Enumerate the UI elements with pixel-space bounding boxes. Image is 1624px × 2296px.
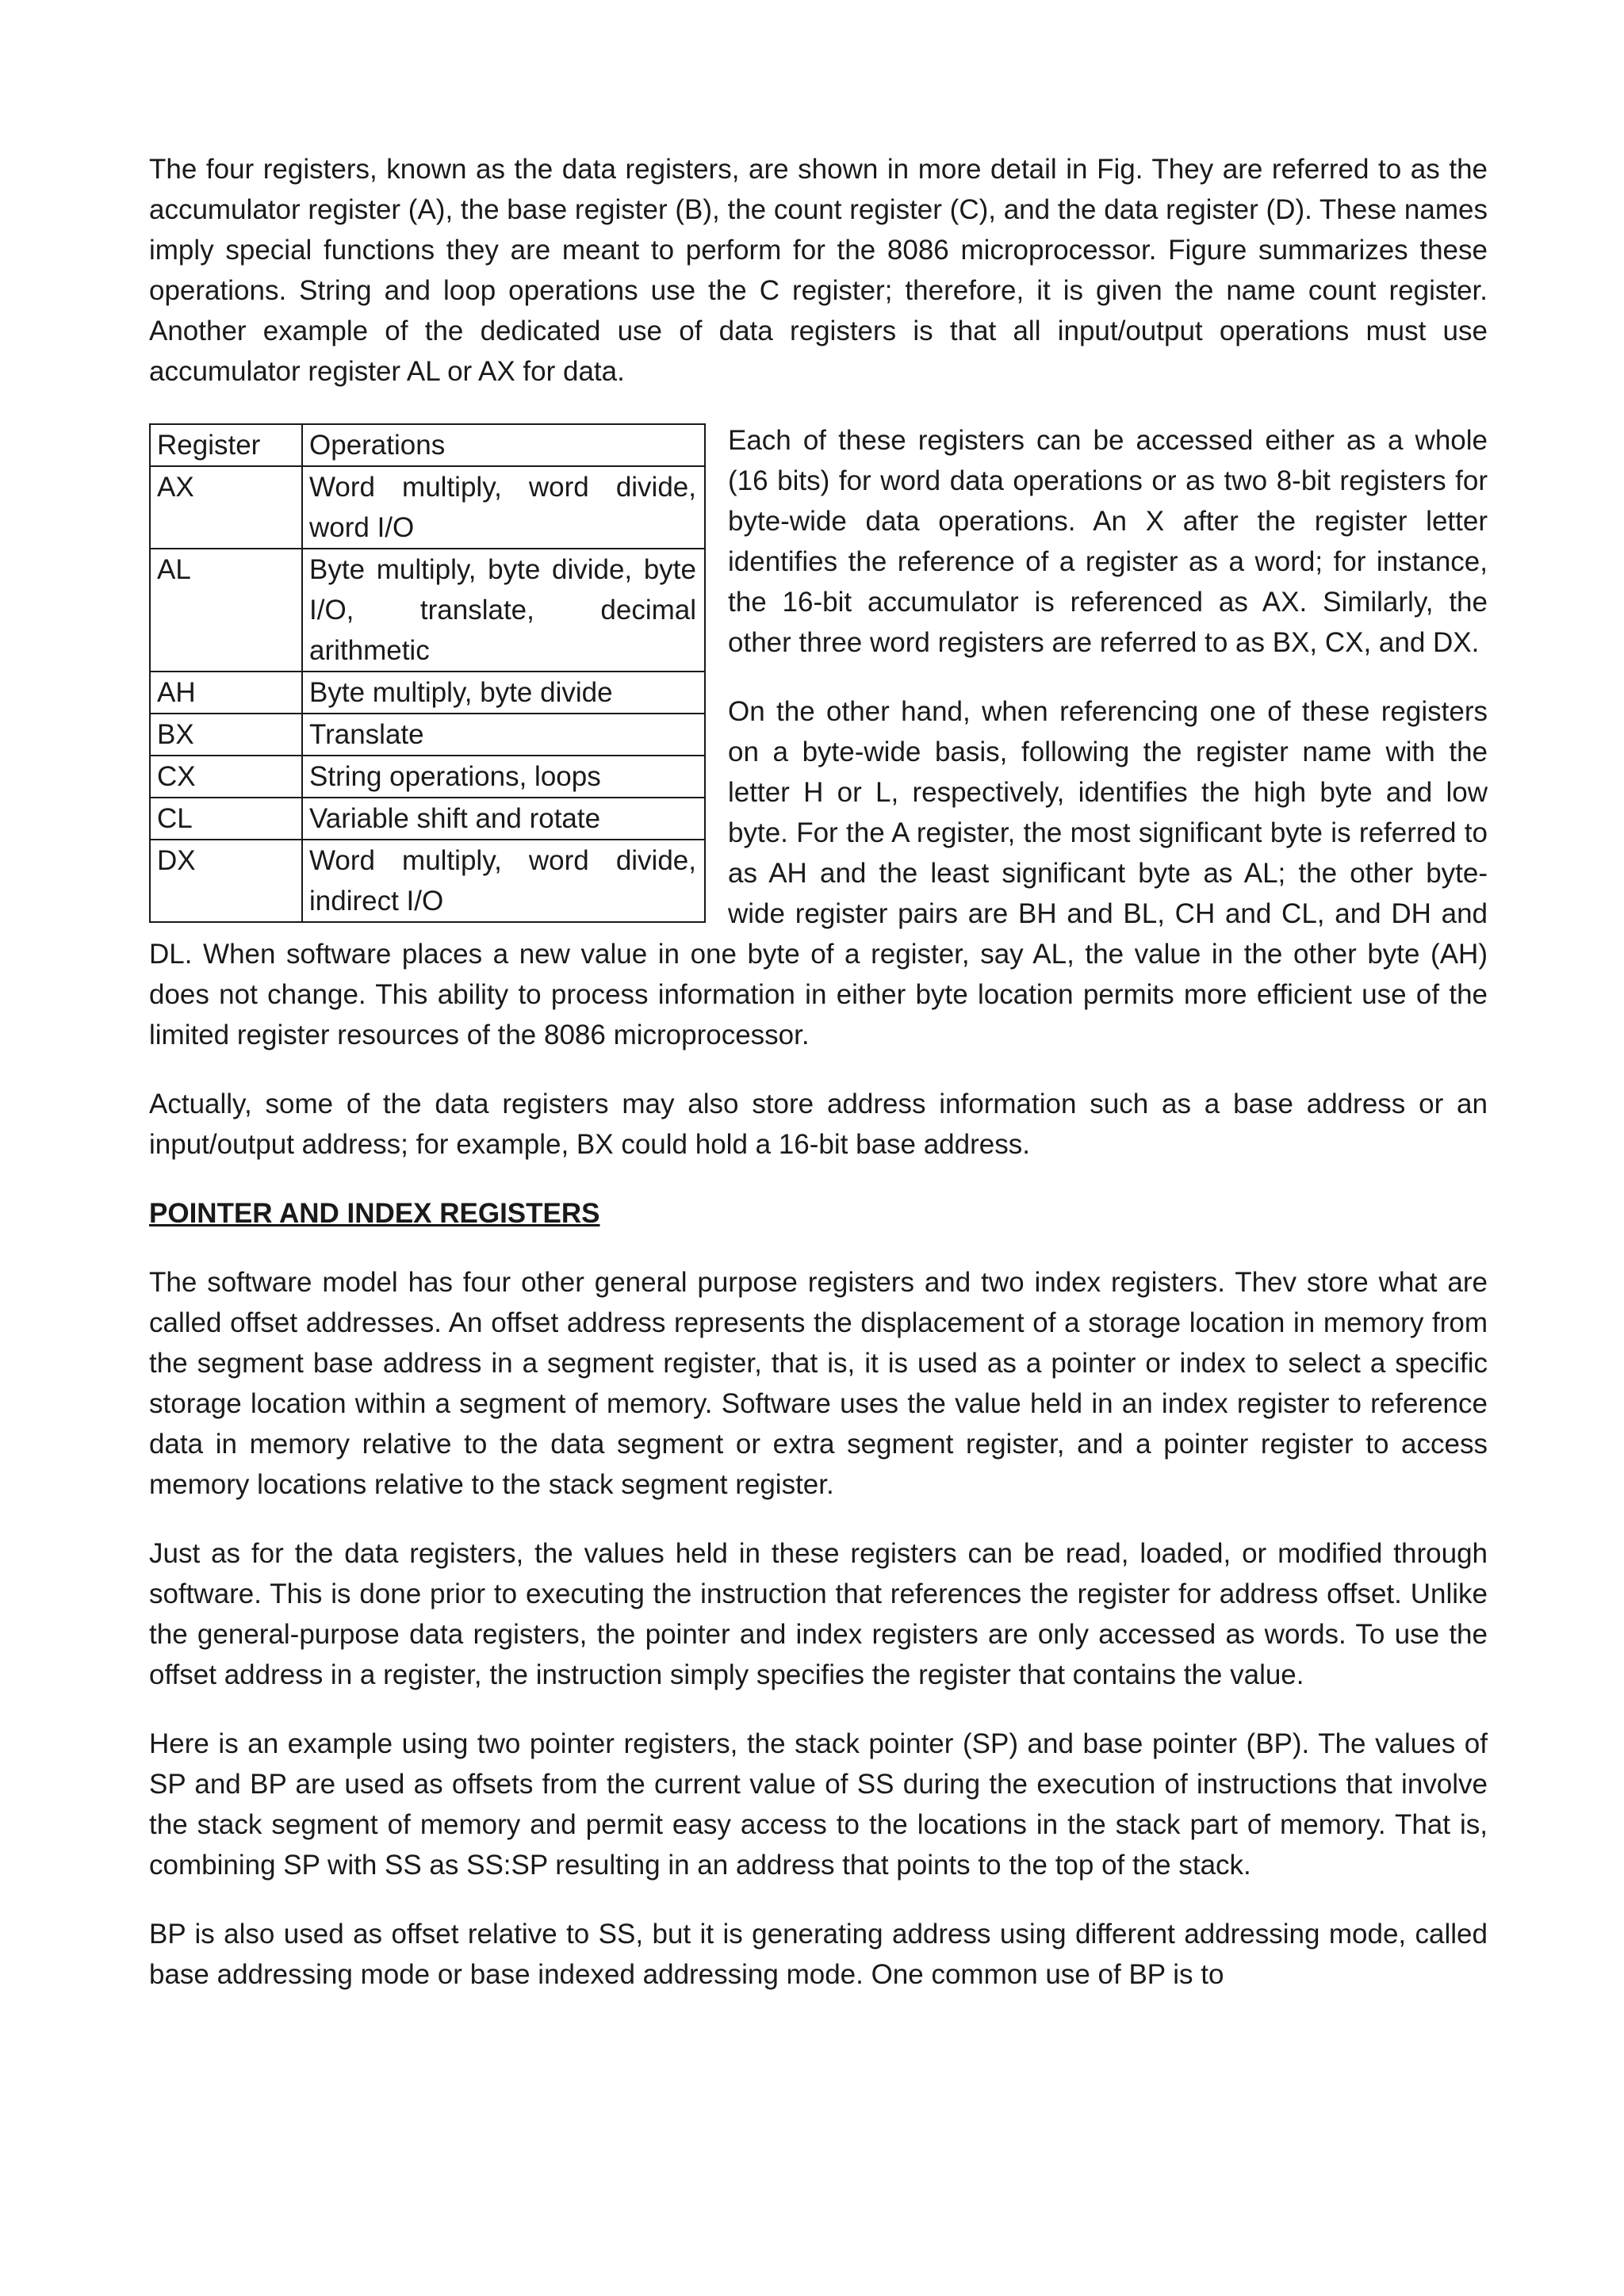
base-address-paragraph: Actually, some of the data registers may also store address information such as a base address or an input/output address; for example, BX could hold a 16-bit base address.: [149, 1089, 1488, 1160]
software-model-paragraph: The software model has four other general purpose registers and two index registers. Thev store what are called offset addresses. An offset address represents the displacement of a storage location in memory from the segment base address in a segment register, that is, it is used as a pointer or index to select a specific storage location within a segment of memory. Software uses the value held in an index register to reference data in memory relative to the data segment or extra segment register, and a pointer register to access memory locations relative to the stack segment register.: [149, 1267, 1488, 1500]
register-cell: AH: [150, 672, 302, 714]
offset-paragraph: Just as for the data registers, the values held in these registers can be read, loaded, or modified through software. This is done prior to executing the instruction that references the register for address offset. Unlike the general-purpose data registers, the pointer and index registers are only accessed as words. To use the offset address in a register, the instruction simply specifies the register that contains the value.: [149, 1538, 1488, 1690]
register-cell: AL: [150, 549, 302, 672]
table-header-row: [150, 424, 705, 466]
register-cell: CL: [150, 798, 302, 840]
table-row: [150, 798, 705, 840]
register-cell: BX: [150, 714, 302, 756]
operations-cell: Variable shift and rotate: [302, 798, 705, 840]
operations-cell: Byte multiply, byte divide: [302, 672, 705, 714]
bp-paragraph: BP is also used as offset relative to SS, but it is generating address using different addressing mode, called base addressing mode or base indexed addressing mode. One common use of BP is to: [149, 1919, 1488, 1990]
operations-cell: Word multiply, word divide, indirect I/O: [302, 840, 705, 922]
register-table-wrap: [149, 420, 706, 923]
table-row: [150, 714, 705, 756]
byte-wide-paragraph: On the other hand, when referencing one of these registers on a byte-wide basis, following the register name with the letter H or L, respectively, identifies the high byte and low byte. For the A register, the most significant byte is referred to as AH and the least significant byte as AL; the other byte-wide register pairs are BH and BL, CH and CL, and DH and DL. When software places a new value in one byte of a register, say AL, the value in the other byte (AH) does not change. This ability to process information in either byte location permits more efficient use of the limited register resources of the 8086 microprocessor.: [149, 696, 1488, 1050]
table-row: [150, 672, 705, 714]
pointer-example-paragraph: Here is an example using two pointer registers, the stack pointer (SP) and base pointer (BP). The values of SP and BP are used as offsets from the current value of SS during the execution of instructions that involve the stack segment of memory and permit easy access to the locations in the stack part of memory. That is, combining SP with SS as SS:SP resulting in an address that points to the top of the stack.: [149, 1728, 1488, 1881]
table-row: [150, 466, 705, 549]
operations-cell: Word multiply, word divide, word I/O: [302, 466, 705, 549]
header-register: Register: [150, 424, 302, 466]
table-row: [150, 549, 705, 672]
section-heading: POINTER AND INDEX REGISTERS: [149, 1198, 600, 1229]
table-section: [149, 420, 1488, 1055]
table-row: [150, 756, 705, 798]
operations-cell: String operations, loops: [302, 756, 705, 798]
register-access-paragraph: Each of these registers can be accessed either as a whole (16 bits) for word data operations or as two 8-bit registers for byte-wide data operations. An X after the register letter identifies the reference of a register as a word; for instance, the 16-bit accumulator is referenced as AX. Similarly, the other three word registers are referred to as BX, CX, and DX.: [728, 425, 1488, 658]
header-operations: Operations: [302, 424, 705, 466]
register-cell: AX: [150, 466, 302, 549]
intro-paragraph: The four registers, known as the data registers, are shown in more detail in Fig. They are referred to as the accumulator register (A), the base register (B), the count register (C), and the data register (D). These names imply special functions they are meant to perform for the 8086 microprocessor. Figure summarizes these operations. String and loop operations use the C register; therefore, it is given the name count register. Another example of the dedicated use of data registers is that all input/output operations must use accumulator register AL or AX for data.: [149, 154, 1488, 387]
register-cell: CX: [150, 756, 302, 798]
operations-cell: Translate: [302, 714, 705, 756]
operations-cell: Byte multiply, byte divide, byte I/O, translate, decimal arithmetic: [302, 549, 705, 672]
register-operations-table: [149, 423, 706, 923]
register-cell: DX: [150, 840, 302, 922]
table-row: [150, 840, 705, 922]
